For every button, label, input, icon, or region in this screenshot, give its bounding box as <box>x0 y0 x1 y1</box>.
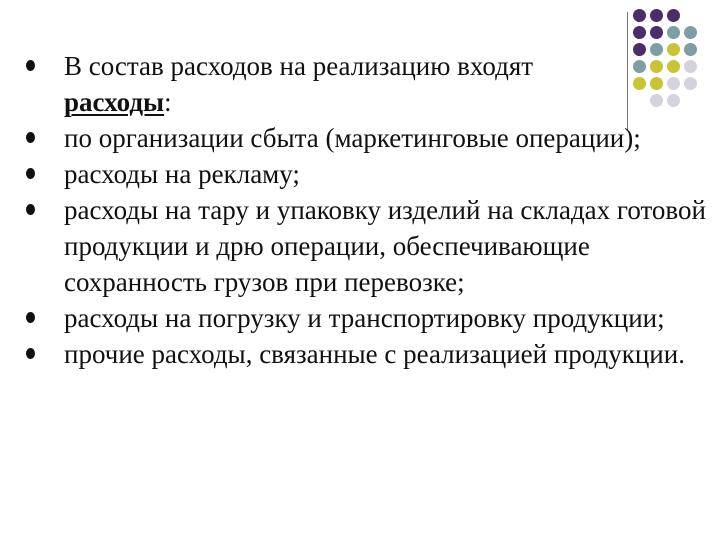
item-text: прочие расходы, связанные с реализацией продукции. <box>64 339 685 369</box>
bullet-icon <box>26 168 35 179</box>
list-item <box>0 120 720 156</box>
bullet-icon <box>26 348 35 359</box>
list-item <box>0 300 720 336</box>
bullet-icon <box>26 60 35 71</box>
list-item <box>0 156 720 192</box>
underlined-term: расходы <box>64 87 165 117</box>
item-text: расходы на рекламу; <box>64 159 300 189</box>
decor-dot <box>684 26 697 39</box>
bullet-icon <box>26 132 35 143</box>
item-text: расходы на погрузку и транспортировку продукции; <box>64 303 665 333</box>
item-text: расходы на тару и упаковку изделий на складах готовой продукции и дрю операции, обеспечивающие сохранность грузов при перевозке; <box>64 195 706 297</box>
list-item <box>0 48 720 120</box>
decor-dot <box>633 26 646 39</box>
decor-dot <box>667 9 680 22</box>
list-item <box>0 192 720 300</box>
bullet-list <box>0 48 720 372</box>
decor-dot <box>650 26 663 39</box>
decor-dot <box>633 9 646 22</box>
bullet-icon <box>26 312 35 323</box>
item-text: В состав расходов на реализацию входят <box>64 51 534 81</box>
list-item <box>0 336 720 372</box>
bullet-icon <box>26 204 35 215</box>
decor-dot <box>650 9 663 22</box>
item-text: по организации сбыта (маркетинговые операции); <box>64 123 641 153</box>
item-text-suffix: : <box>164 87 172 117</box>
decor-dot <box>667 26 680 39</box>
